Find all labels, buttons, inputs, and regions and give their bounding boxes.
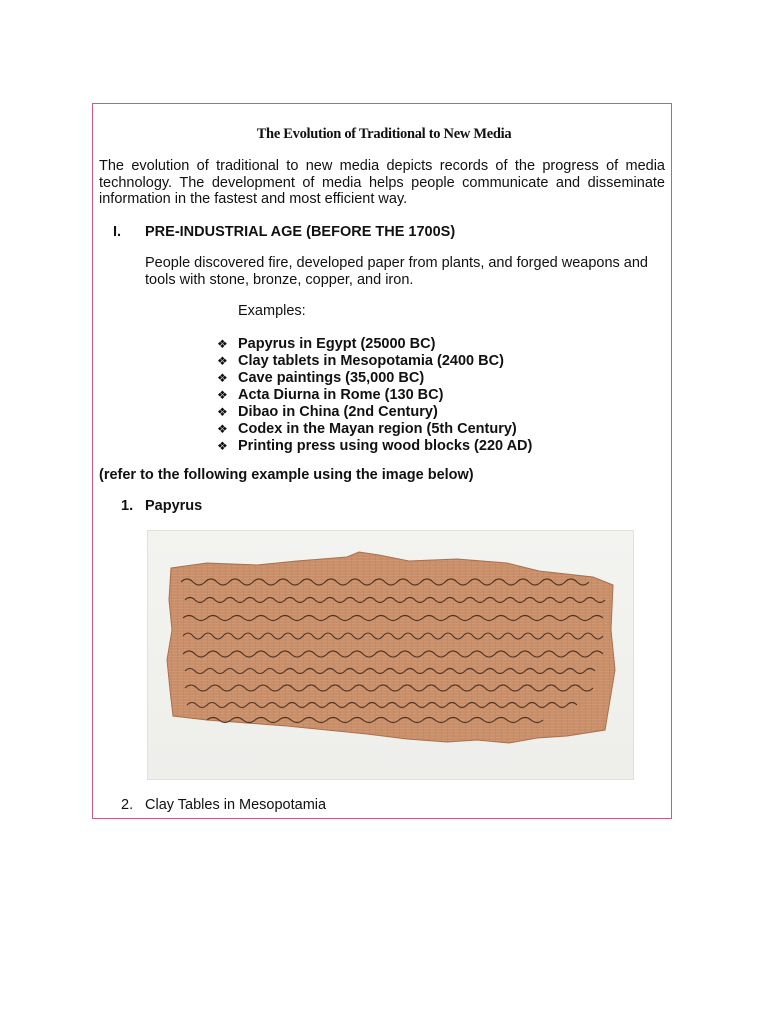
diamond-bullet-icon: ❖ [217,353,228,368]
list-item: ❖ Papyrus in Egypt (25000 BC) [217,335,436,352]
item-label: Clay Tables in Mesopotamia [145,797,327,813]
diamond-bullet-icon: ❖ [217,438,228,453]
diamond-bullet-icon: ❖ [217,404,228,419]
item-number: 2. [121,797,134,813]
diamond-bullet-icon: ❖ [217,387,228,402]
examples-label: Examples: [238,303,306,319]
diamond-bullet-icon: ❖ [217,336,228,351]
list-item: ❖ Cave paintings (35,000 BC) [217,369,425,386]
item-label: Papyrus [145,498,203,514]
papyrus-image [147,530,634,780]
list-item: ❖ Dibao in China (2nd Century) [217,403,438,420]
diamond-bullet-icon: ❖ [217,421,228,436]
list-item: ❖ Codex in the Mayan region (5th Century) [217,420,517,437]
refer-note: (refer to the following example using the image below) [99,467,474,483]
section-number: I. [113,224,122,240]
list-item: ❖ Printing press using wood blocks (220 AD) [217,437,533,454]
list-item: ❖ Acta Diurna in Rome (130 BC) [217,386,444,403]
page-title: The Evolution of Traditional to New Media [256,126,512,142]
diamond-bullet-icon: ❖ [217,370,228,385]
examples-list [217,335,532,454]
list-item: ❖ Clay tablets in Mesopotamia (2400 BC) [217,352,504,369]
papyrus-illustration [147,530,634,780]
item-number: 1. [121,498,134,514]
section-body: People discovered fire, developed paper from plants, and forged weapons and tools with stone, bronze, copper, and iron. [145,255,648,288]
papyrus-sheet [167,552,615,743]
intro-paragraph: The evolution of traditional to new media depicts records of the progress of media technology. The development of media helps people communicate and disseminate information in the fastest and most efficient way. [99,158,665,207]
section-title: PRE-INDUSTRIAL AGE (BEFORE THE 1700S) [145,224,456,240]
